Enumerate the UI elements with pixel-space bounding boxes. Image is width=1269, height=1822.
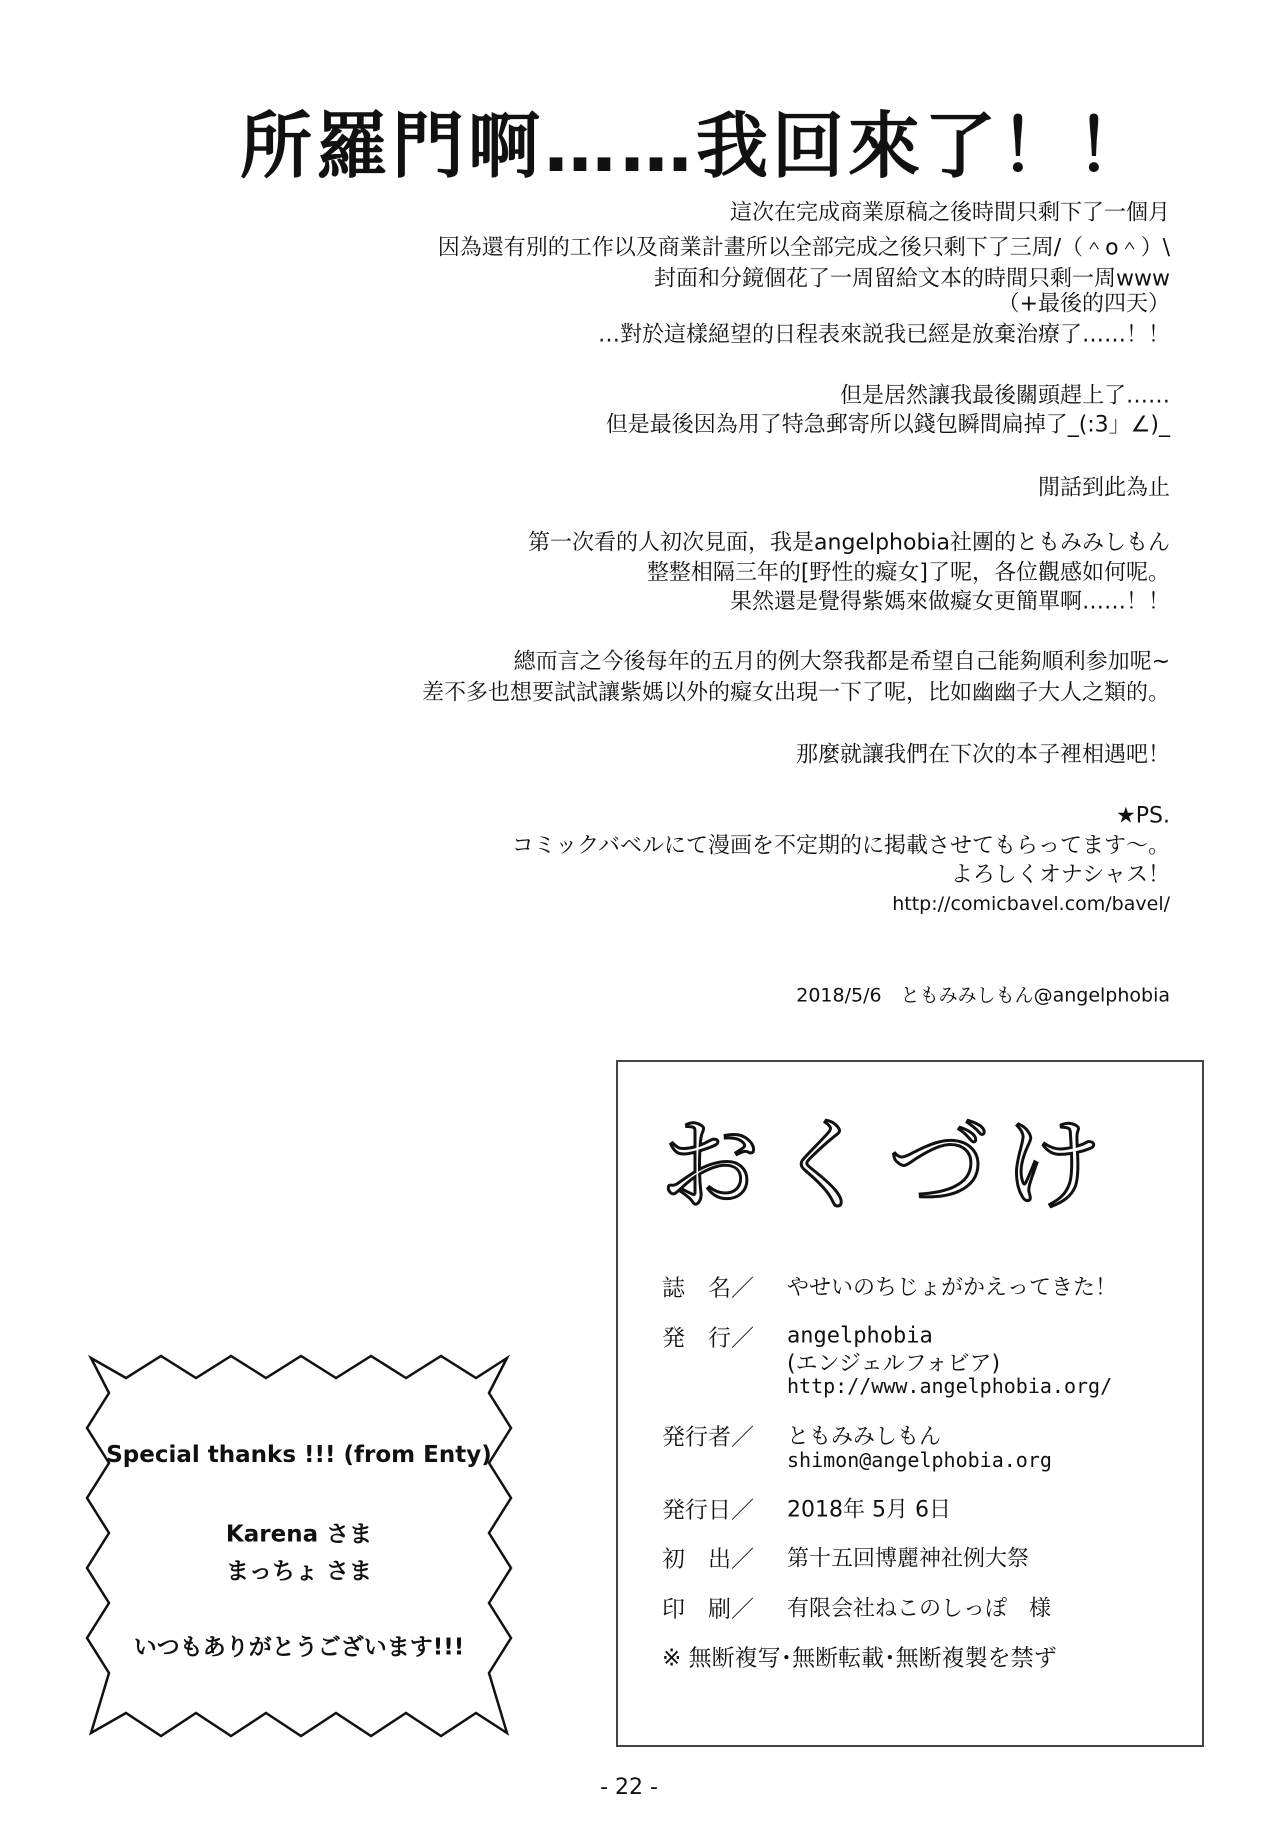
- text-line: 這次在完成商業原稿之後時間只剩下了一個月: [729, 200, 1170, 226]
- page-title: 所羅門啊……我回來了！！: [240, 104, 1153, 188]
- text-line: 封面和分鏡個花了一周留給文本的時間只剩一周www: [654, 266, 1170, 292]
- text-line: 整整相隔三年的[野性的癡女]了呢，各位觀感如何呢。: [646, 560, 1170, 586]
- url-line: http://comicbavel.com/bavel/: [892, 893, 1170, 915]
- row-value: 2018年 5月 6日: [787, 1497, 951, 1523]
- row-value: http://www.angelphobia.org/: [787, 1374, 1113, 1398]
- row-value: やせいのちじょがかえってきた！: [787, 1275, 1118, 1301]
- row-label: 発 行／: [662, 1325, 754, 1352]
- row-value: 第十五回博麗神社例大祭: [787, 1546, 1030, 1572]
- row-label: 誌 名／: [662, 1275, 754, 1302]
- special-thanks-box: [81, 1348, 517, 1743]
- text-line: 但是居然讓我最後關頭趕上了……: [839, 383, 1170, 409]
- text-line: 差不多也想要試試讓紫媽以外的癡女出現一下了呢，比如幽幽子大人之類的。: [421, 680, 1170, 706]
- row-value: ともみみしもん: [787, 1424, 942, 1450]
- thanks-name: まっちょ さま: [225, 1558, 372, 1585]
- text-line: 總而言之今後每年的五月的例大祭我都是希望自己能夠順利参加呢~: [513, 649, 1170, 675]
- text-line: 因為還有別的工作以及商業計畫所以全部完成之後只剩下了三周/（＾o＾）\: [437, 235, 1170, 261]
- row-value: shimon@angelphobia.org: [787, 1448, 1052, 1472]
- text-line: 那麼就讓我們在下次的本子裡相遇吧！: [795, 742, 1170, 768]
- row-value: (エンジェルフォビア): [787, 1351, 1001, 1377]
- text-line: ★PS.: [1116, 803, 1170, 829]
- row-label: 初 出／: [662, 1546, 754, 1573]
- text-line: 但是最後因為用了特急郵寄所以錢包瞬間扁掉了_(:3」∠)_: [605, 412, 1170, 438]
- row-label: 発行日／: [662, 1497, 754, 1524]
- row-value: angelphobia: [787, 1323, 933, 1349]
- thanks-closing: いつもありがとうございます!!!: [133, 1634, 465, 1661]
- text-line: 閒話到此為止: [1037, 475, 1170, 501]
- colophon-heading: おくづけ: [660, 1107, 1116, 1224]
- row-label: 発行者／: [662, 1424, 754, 1451]
- row-value: 有限会社ねこのしっぽ 様: [787, 1596, 1052, 1622]
- text-line: コミックバベルにて漫画を不定期的に掲載させてもらってます～。: [511, 833, 1170, 859]
- text-line: 第一次看的人初次見面，我是angelphobia社團的ともみみしもん: [528, 530, 1170, 556]
- copyright-notice: ※ 無断複写･無断転載･無断複製を禁ず: [662, 1645, 1057, 1672]
- text-line: よろしくオナシャス！: [950, 862, 1170, 888]
- text-line: …對於這樣絕望的日程表來説我已經是放棄治療了……！！: [597, 322, 1170, 348]
- row-label: 印 刷／: [662, 1596, 754, 1623]
- text-line: （+最後的四天）: [997, 291, 1170, 317]
- signature-line: 2018/5/6 ともみみしもん@angelphobia: [796, 984, 1170, 1007]
- text-line: 果然還是覺得紫媽來做癡女更簡單啊……！！: [729, 589, 1170, 615]
- thanks-name: Karena さま: [225, 1521, 373, 1548]
- thanks-heading: Special thanks !!! (from Enty): [106, 1442, 492, 1468]
- page-number: - 22 -: [600, 1775, 658, 1800]
